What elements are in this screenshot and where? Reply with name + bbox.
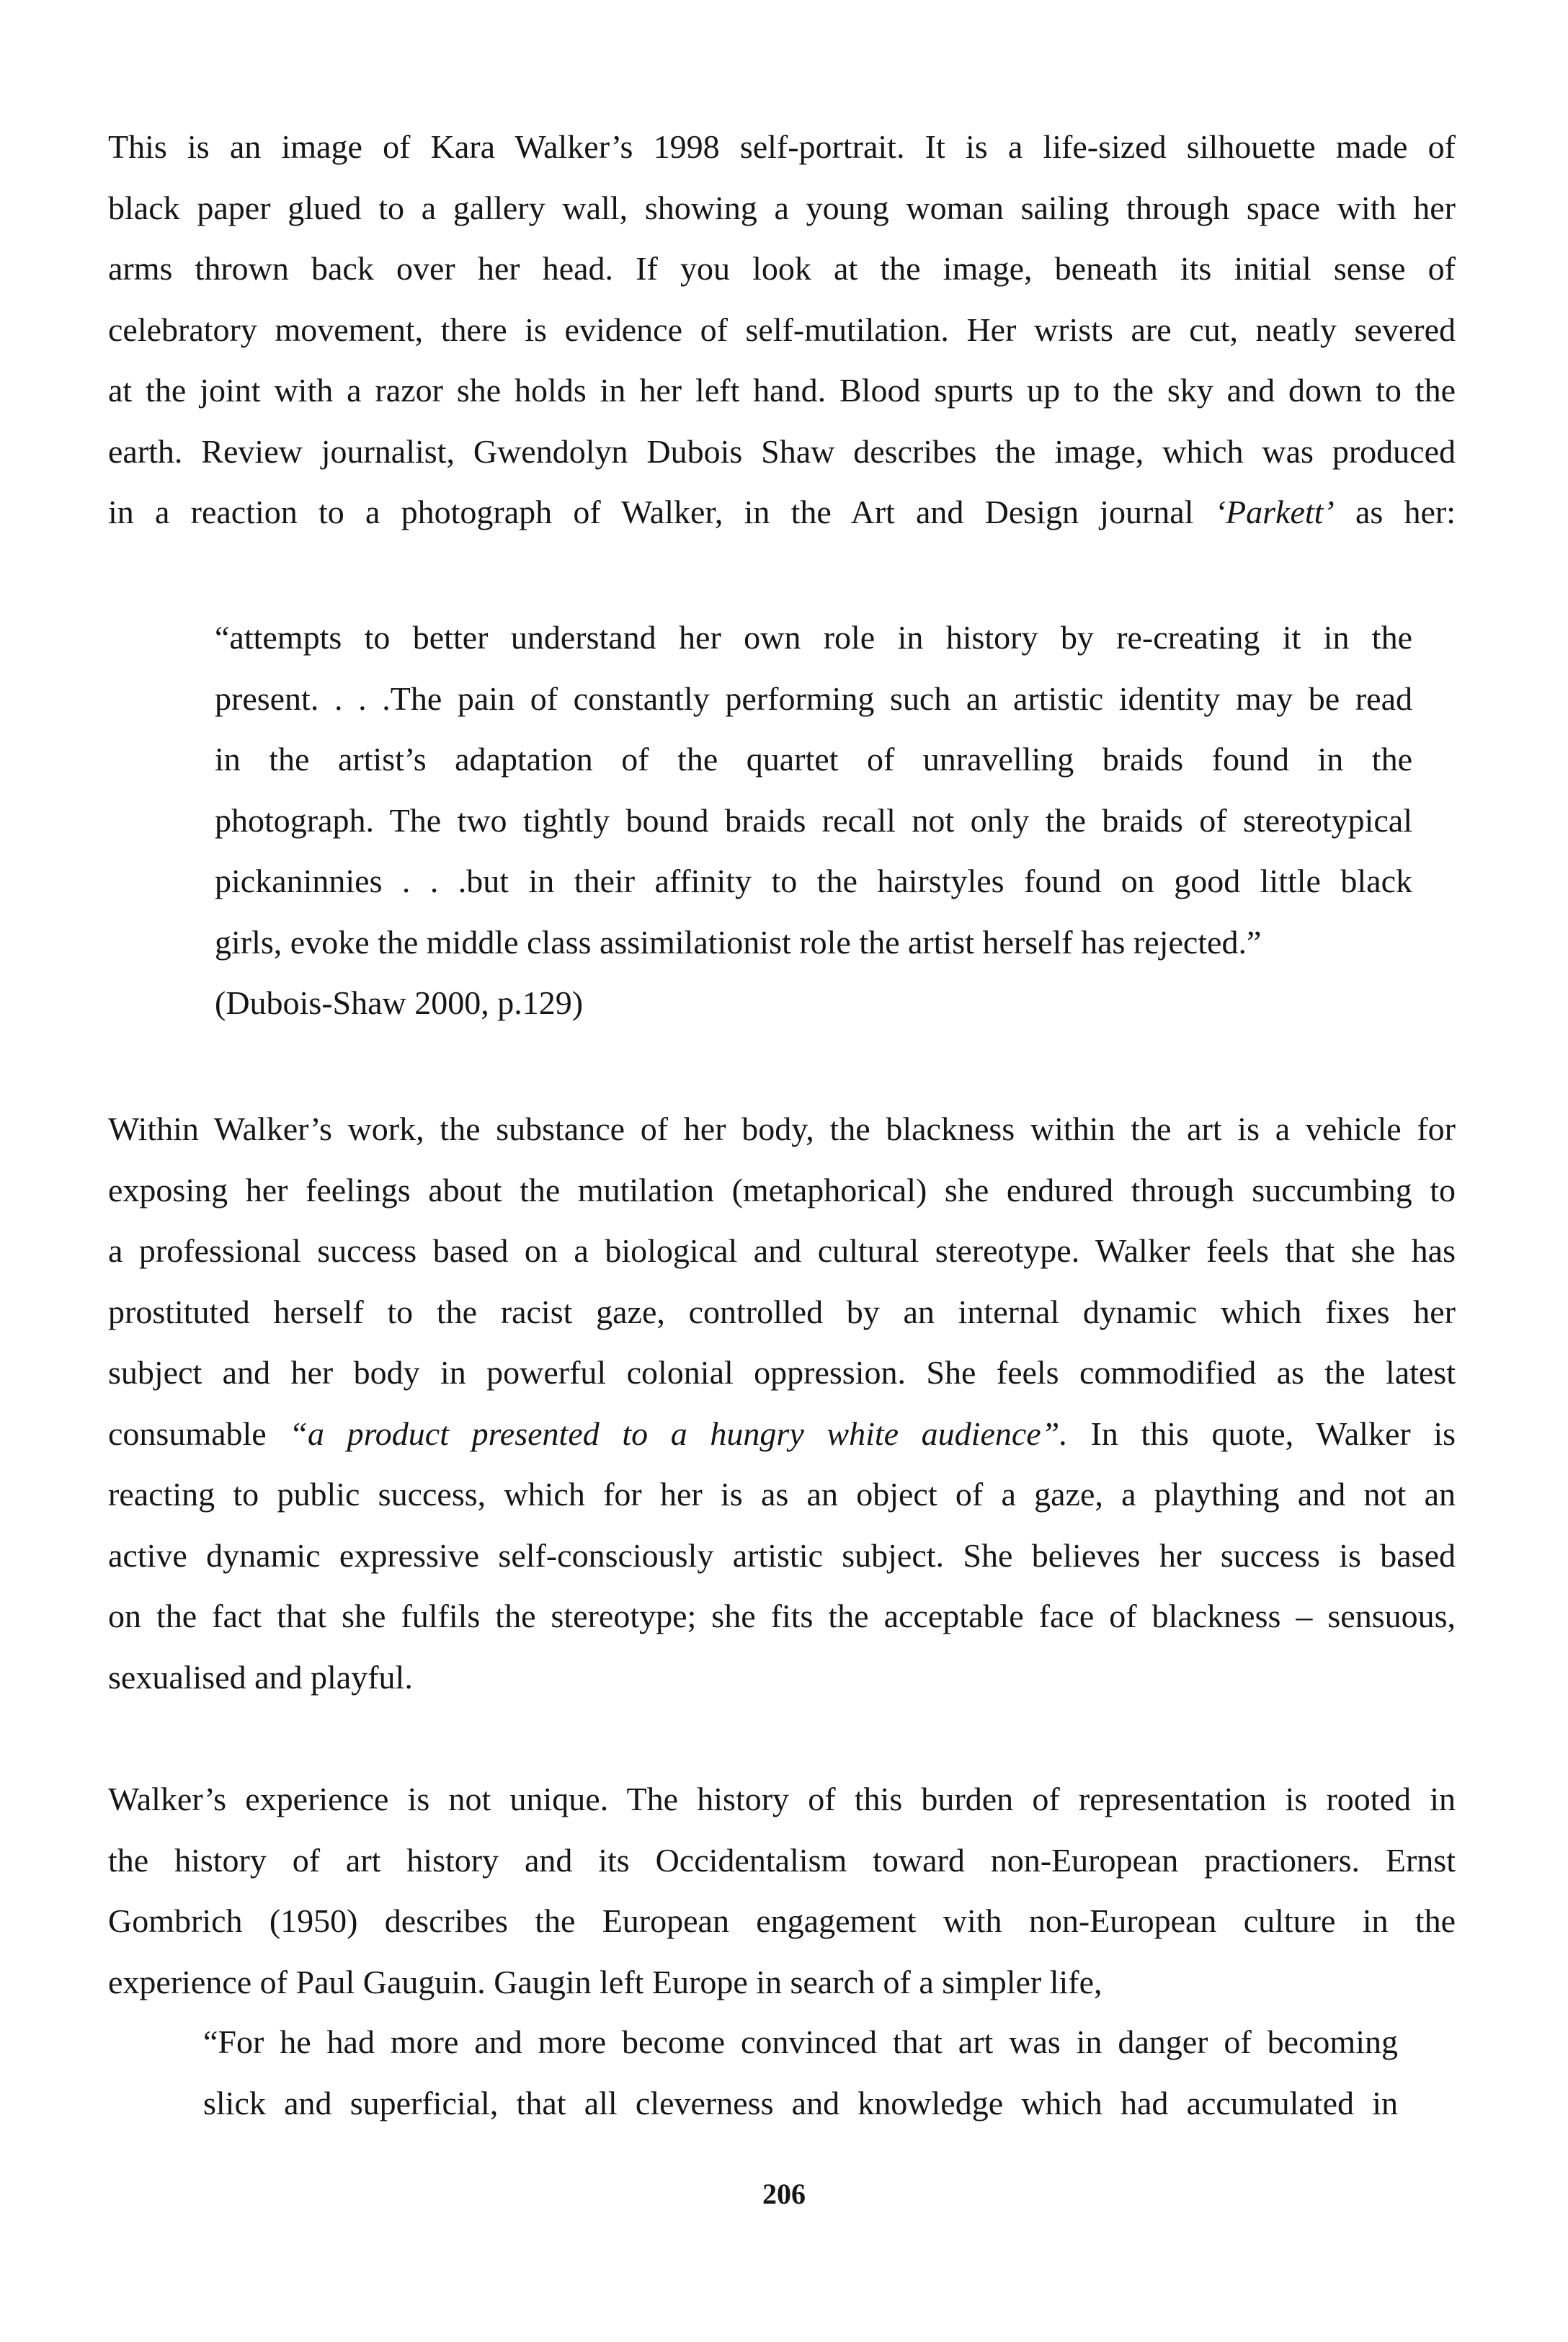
paragraph-line: exposing her feelings about the mutilation (metaphorical) she endured through succumbing to xyxy=(108,1171,1456,1208)
quote-line: girls, evoke the middle class assimilationist role the artist herself has rejected.” xyxy=(215,923,1262,961)
page-number: 206 xyxy=(762,2178,806,2210)
block-quote-1 xyxy=(215,607,1412,1034)
paragraph-line: subject and her body in powerful colonial oppression. She feels commodified as the latest xyxy=(108,1354,1456,1391)
paragraph-line: reacting to public success, which for her is as an object of a gaze, a plaything and not an xyxy=(108,1476,1456,1513)
paragraph-line: black paper glued to a gallery wall, showing a young woman sailing through space with her xyxy=(108,189,1456,226)
quote-line: “attempts to better understand her own role in history by re-creating it in the xyxy=(215,619,1412,656)
quote-line: present. . . .The pain of constantly performing such an artistic identity may be read xyxy=(215,680,1412,717)
quote-line: in the artist’s adaptation of the quartet of unravelling braids found in the xyxy=(215,741,1412,778)
quote-line: “For he had more and more become convinced that art was in danger of becoming xyxy=(203,2023,1398,2060)
paragraph-line: the history of art history and its Occidentalism toward non-European practioners. Ernst xyxy=(108,1841,1456,1879)
paragraph-line: at the joint with a razor she holds in her left hand. Blood spurts up to the sky and down to the xyxy=(108,372,1456,409)
paragraph-line: a professional success based on a biological and cultural stereotype. Walker feels that she has xyxy=(108,1232,1456,1269)
paragraph-line: sexualised and playful. xyxy=(108,1658,413,1696)
block-quote-2 xyxy=(203,2012,1398,2134)
paragraph-line xyxy=(108,1404,1456,1465)
text-segment: In this quote, Walker is xyxy=(1067,1415,1456,1452)
paragraph-line: Within Walker’s work, the substance of her body, the blackness within the art is a vehicle for xyxy=(108,1110,1456,1147)
quote-line: pickaninnies . . .but in their affinity to the hairstyles found on good little black xyxy=(215,863,1412,899)
paragraph-line: on the fact that she fulfils the stereotype; she fits the acceptable face of blackness – sensuous, xyxy=(108,1598,1456,1634)
paragraph-1 xyxy=(108,117,1456,543)
quote-line: photograph. The two tightly bound braids recall not only the braids of stereotypical xyxy=(215,801,1412,839)
quoted-phrase-italic: “a product presented to a hungry white audience”. xyxy=(289,1415,1068,1452)
paragraph-line: This is an image of Kara Walker’s 1998 self-portrait. It is a life-sized silhouette made of xyxy=(108,128,1456,165)
paragraph-line: active dynamic expressive self-consciously artistic subject. She believes her success is based xyxy=(108,1536,1456,1574)
paragraph-line: experience of Paul Gauguin. Gaugin left Europe in search of a simpler life, xyxy=(108,1963,1102,2000)
paragraph-3 xyxy=(108,1769,1456,2013)
text-segment: consumable xyxy=(108,1415,290,1452)
text-segment: in a reaction to a photograph of Walker, in the Art and Design journal xyxy=(108,494,1215,530)
paragraph-line: earth. Review journalist, Gwendolyn Dubois Shaw describes the image, which was produced xyxy=(108,432,1456,470)
paragraph-line: arms thrown back over her head. If you look at the image, beneath its initial sense of xyxy=(108,250,1456,287)
journal-title-italic: ‘Parkett’ xyxy=(1214,494,1335,530)
citation: (Dubois-Shaw 2000, p.129) xyxy=(215,984,584,1021)
paragraph-line: Gombrich (1950) describes the European engagement with non-European culture in the xyxy=(108,1902,1456,1939)
quote-line: slick and superficial, that all cleverness and knowledge which had accumulated in xyxy=(203,2084,1398,2121)
paragraph-line: celebratory movement, there is evidence of self-mutilation. Her wrists are cut, neatly severed xyxy=(108,311,1456,348)
paragraph-line: prostituted herself to the racist gaze, controlled by an internal dynamic which fixes her xyxy=(108,1293,1456,1330)
paragraph-line: Walker’s experience is not unique. The history of this burden of representation is rooted in xyxy=(108,1781,1456,1817)
paragraph-2 xyxy=(108,1099,1456,1708)
text-segment: as her: xyxy=(1334,494,1456,530)
paragraph-line xyxy=(108,482,1456,543)
